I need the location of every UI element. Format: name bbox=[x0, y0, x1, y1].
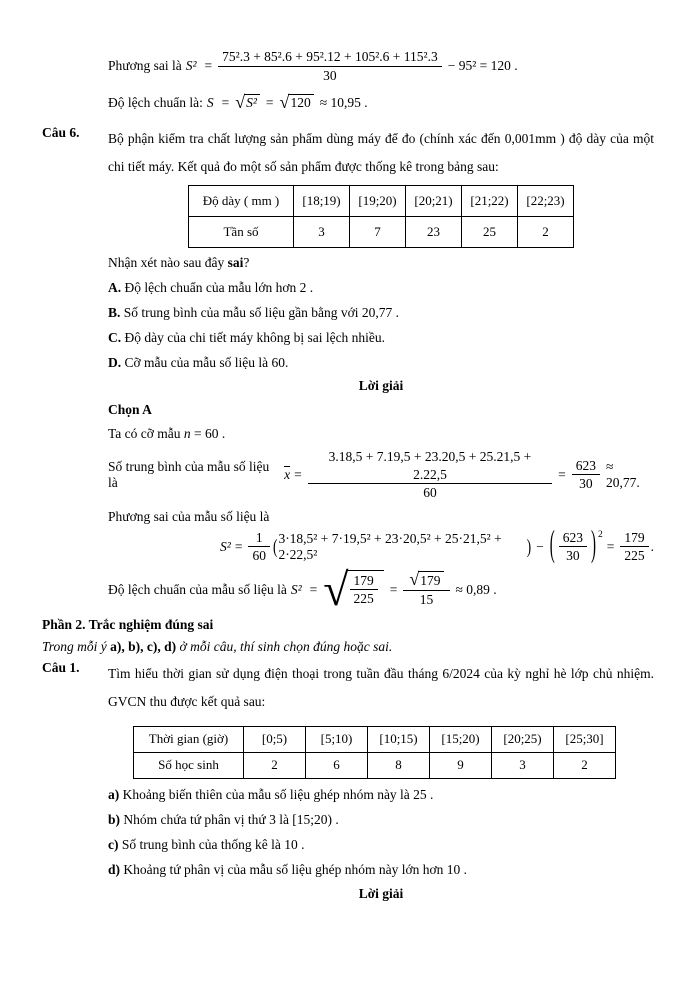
table-cell: 2 bbox=[244, 752, 306, 778]
formula-tail: ≈ 20,77. bbox=[606, 458, 640, 490]
stddev-formula bbox=[108, 563, 654, 615]
fraction-numerator bbox=[403, 571, 449, 591]
table-cell: [18;19) bbox=[294, 186, 350, 217]
radicand: 179 bbox=[418, 571, 443, 590]
option-a bbox=[108, 278, 654, 298]
fraction-denominator: 30 bbox=[323, 67, 337, 83]
equals-sign: = bbox=[221, 94, 230, 110]
statement-a-text: Khoảng biến thiên của mẫu số liệu ghép nhóm này là 25 . bbox=[122, 786, 434, 802]
table-cell: 2 bbox=[554, 752, 616, 778]
statement-b bbox=[108, 810, 654, 830]
formula-prefix: Phương sai là bbox=[108, 58, 182, 74]
table-row bbox=[134, 726, 616, 752]
question-1-label: Câu 1. bbox=[42, 659, 80, 675]
fraction-denominator: 225 bbox=[624, 548, 645, 564]
fraction-denominator: 15 bbox=[419, 591, 434, 607]
question-6-text: Bộ phận kiểm tra chất lượng sản phẩm dùng máy để đo (chính xác đến 0,001mm ) độ dày của một chi tiết máy. Kết quả đo một số sản phẩm được thống kê trong bảng sau: bbox=[108, 131, 654, 175]
square-root bbox=[323, 563, 384, 615]
fraction-numerator: 1 bbox=[248, 529, 270, 548]
part-2-instruction bbox=[42, 637, 654, 657]
equals-sign: = bbox=[204, 58, 213, 74]
square-root bbox=[235, 94, 260, 111]
formula-prefix: Độ lệch chuẩn của mẫu số liệu là bbox=[108, 581, 287, 597]
table-row bbox=[189, 186, 574, 217]
option-c-label: C. bbox=[108, 330, 122, 346]
statement-a-label: a) bbox=[108, 786, 120, 802]
table-cell: Thời gian (giờ) bbox=[134, 726, 244, 752]
table-cell: [22;23) bbox=[518, 186, 574, 217]
statement-c bbox=[108, 835, 654, 855]
formula-prefix: Độ lệch chuẩn là: bbox=[108, 94, 203, 110]
sample-size-value: = 60 . bbox=[194, 426, 226, 442]
formula-tail: ≈ 10,95 . bbox=[319, 94, 368, 110]
table-cell: [15;20) bbox=[430, 726, 492, 752]
mean-formula bbox=[108, 448, 654, 502]
table-cell: Độ dày ( mm ) bbox=[189, 186, 294, 217]
fraction-numerator: 179 bbox=[350, 572, 378, 591]
option-d-text: Cỡ mẫu của mẫu số liệu là 60. bbox=[124, 355, 289, 371]
math-symbol-s2: S² bbox=[220, 538, 231, 554]
thickness-frequency-table bbox=[188, 185, 574, 248]
left-paren: ( bbox=[272, 535, 278, 557]
radical-sign-icon: √ bbox=[279, 92, 290, 113]
question-6-label: Câu 6. bbox=[42, 125, 80, 141]
table-cell: 25 bbox=[462, 217, 518, 248]
option-c bbox=[108, 328, 654, 348]
left-paren: ( bbox=[549, 525, 555, 566]
fraction bbox=[248, 529, 270, 565]
statement-a bbox=[108, 785, 654, 805]
square-root bbox=[409, 571, 443, 590]
sample-size-text: Ta có cỡ mẫu bbox=[108, 426, 181, 442]
option-a-text: Độ lệch chuẩn của mẫu lớn hơn 2 . bbox=[124, 280, 314, 296]
statement-b-text: Nhóm chứa tứ phân vị thứ 3 là [15;20) . bbox=[123, 811, 339, 827]
radicand bbox=[346, 570, 384, 608]
table-cell: [0;5) bbox=[244, 726, 306, 752]
fraction bbox=[559, 529, 587, 565]
table-cell: 7 bbox=[350, 217, 406, 248]
statement-d bbox=[108, 860, 654, 880]
statement-d-text: Khoảng tứ phân vị của mẫu số liệu ghép nhóm này lớn hơn 10 . bbox=[123, 861, 468, 877]
fraction-numerator: 623 bbox=[559, 529, 587, 548]
fraction-denominator: 60 bbox=[252, 548, 266, 564]
prompt-text: Nhận xét nào sau đây bbox=[108, 255, 228, 271]
math-symbol-s2: S² bbox=[185, 58, 197, 74]
question-1-text: Tìm hiểu thời gian sử dụng điện thoại trong tuần đầu tháng 6/2024 của kỳ nghỉ hè lớp chủ nhiệm. GVCN thu được kết quả sau: bbox=[108, 665, 654, 709]
option-d bbox=[108, 353, 654, 373]
table-cell: 6 bbox=[306, 752, 368, 778]
math-symbol-n: n bbox=[183, 426, 191, 442]
intro-variance-formula bbox=[108, 48, 654, 84]
equals-sign: = bbox=[389, 581, 398, 597]
variance-terms: 3·18,5² + 7·19,5² + 23·20,5² + 25·21,5² + 2·22,5² bbox=[278, 530, 502, 562]
question-6-prompt bbox=[108, 253, 654, 273]
table-cell: [21;22) bbox=[462, 186, 518, 217]
fraction-denominator: 30 bbox=[566, 548, 580, 564]
sample-size-line bbox=[108, 424, 654, 444]
prompt-bold-word: sai bbox=[227, 255, 244, 271]
table-cell: [20;21) bbox=[406, 186, 462, 217]
radical-sign-icon: √ bbox=[235, 92, 246, 113]
fraction bbox=[403, 571, 449, 608]
table-cell: [10;15) bbox=[368, 726, 430, 752]
table-row bbox=[134, 752, 616, 778]
fraction-denominator: 225 bbox=[353, 591, 374, 607]
question-6 bbox=[42, 125, 654, 181]
option-b-text: Số trung bình của mẫu số liệu gần bằng với 20,77 . bbox=[123, 305, 399, 321]
equals-sign: = bbox=[265, 94, 274, 110]
table-cell: 8 bbox=[368, 752, 430, 778]
table-cell: 23 bbox=[406, 217, 462, 248]
equals-sign: = bbox=[558, 466, 566, 482]
table-cell: 3 bbox=[492, 752, 554, 778]
intro-stddev-formula bbox=[108, 94, 654, 111]
right-paren: ) bbox=[591, 525, 596, 566]
fraction bbox=[350, 572, 378, 608]
math-symbol-xbar: $\overline{x}$ bbox=[284, 466, 291, 482]
radicand: 120 bbox=[288, 94, 313, 111]
formula-tail: ≈ 0,89 . bbox=[455, 581, 497, 597]
formula-tail: . bbox=[650, 538, 654, 554]
exponent: 2 bbox=[598, 529, 603, 540]
fraction-denominator: 60 bbox=[423, 485, 437, 501]
table-cell: [25;30] bbox=[554, 726, 616, 752]
minus-sign: − bbox=[536, 538, 544, 554]
fraction-denominator: 30 bbox=[579, 476, 593, 492]
solution-heading: Lời giải bbox=[358, 885, 404, 901]
table-cell: [19;20) bbox=[350, 186, 406, 217]
equals-sign: = bbox=[309, 581, 318, 597]
option-b bbox=[108, 303, 654, 323]
option-a-label: A. bbox=[108, 280, 122, 296]
question-1 bbox=[42, 660, 654, 716]
equals-sign: = bbox=[294, 466, 302, 482]
option-c-text: Độ dày của chi tiết máy không bị sai lệch nhiều. bbox=[124, 330, 386, 346]
formula-tail: − 95² = 120 . bbox=[447, 58, 518, 74]
statement-b-label: b) bbox=[108, 811, 121, 827]
right-paren: ) bbox=[526, 535, 532, 557]
fraction bbox=[308, 448, 552, 502]
table-cell: 3 bbox=[294, 217, 350, 248]
table-cell: [5;10) bbox=[306, 726, 368, 752]
fraction bbox=[572, 457, 600, 493]
option-d-label: D. bbox=[108, 355, 122, 371]
table-cell: Tần số bbox=[189, 217, 294, 248]
prompt-punctuation: ? bbox=[243, 255, 250, 271]
fraction-numerator: 3.18,5 + 7.19,5 + 23.20,5 + 25.21,5 + 2.22,5 bbox=[308, 448, 552, 484]
fraction bbox=[620, 529, 648, 565]
radicand: S² bbox=[244, 94, 260, 111]
math-symbol-s: S bbox=[206, 94, 214, 110]
table-row bbox=[189, 217, 574, 248]
equals-sign: = bbox=[606, 538, 615, 554]
table-cell: 2 bbox=[518, 217, 574, 248]
fraction-numerator: 623 bbox=[572, 457, 600, 476]
instruction-text: ở mỗi câu, thí sinh chọn đúng hoặc sai. bbox=[176, 638, 393, 654]
radical-sign-icon: √ bbox=[323, 563, 349, 615]
time-students-table bbox=[133, 726, 616, 779]
solution-heading: Lời giải bbox=[358, 378, 404, 394]
square-root bbox=[280, 94, 314, 111]
statement-c-text: Số trung bình của thống kê là 10 . bbox=[121, 836, 305, 852]
instruction-bold: a), b), c), d) bbox=[110, 638, 177, 654]
statement-c-label: c) bbox=[108, 836, 119, 852]
formula-prefix: Số trung bình của mẫu số liệu là bbox=[108, 458, 270, 490]
answer-choice: Chọn A bbox=[108, 402, 152, 418]
variance-label: Phương sai của mẫu số liệu là bbox=[108, 508, 270, 524]
statement-d-label: d) bbox=[108, 861, 121, 877]
fraction bbox=[218, 48, 442, 84]
part-2-heading: Phần 2. Trắc nghiệm đúng sai bbox=[42, 616, 214, 632]
option-b-label: B. bbox=[108, 305, 121, 321]
fraction-numerator: 179 bbox=[620, 529, 648, 548]
variance-formula bbox=[220, 525, 654, 566]
equals-sign: = bbox=[234, 538, 243, 554]
table-cell: [20;25) bbox=[492, 726, 554, 752]
table-cell: 9 bbox=[430, 752, 492, 778]
table-cell: Số học sinh bbox=[134, 752, 244, 778]
instruction-text: Trong mỗi ý bbox=[42, 638, 111, 654]
radical-sign-icon: √ bbox=[409, 569, 420, 590]
fraction-numerator: 75².3 + 85².6 + 95².12 + 105².6 + 115².3 bbox=[218, 48, 442, 67]
math-symbol-s2: S² bbox=[290, 581, 302, 597]
